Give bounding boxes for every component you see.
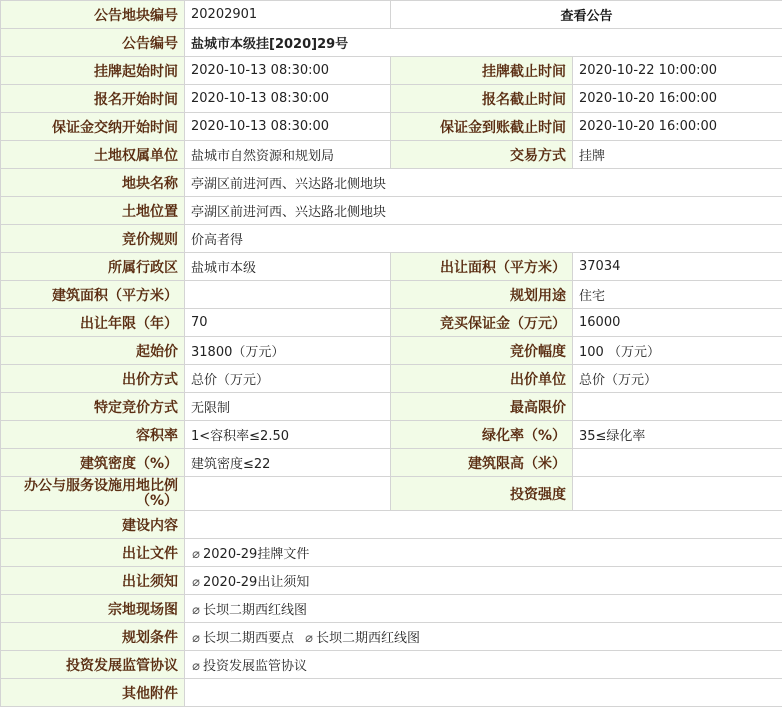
row-bid-rule	[1, 225, 782, 253]
signup-end-label: 报名截止时间	[391, 85, 573, 113]
other-attachments-value	[185, 679, 782, 707]
transfer-area-value: 37034	[573, 253, 782, 281]
office-ratio-value	[185, 477, 391, 511]
bid-mode-label: 出价方式	[1, 365, 185, 393]
bid-unit-label: 出价单位	[391, 365, 573, 393]
district-value: 盐城市本级	[185, 253, 391, 281]
attachment-name: 长坝二期西红线图	[203, 603, 308, 618]
notice-plot-no-label: 公告地块编号	[1, 1, 185, 29]
planned-use-label: 规划用途	[391, 281, 573, 309]
row-district	[1, 253, 782, 281]
transfer-notice-label: 出让须知	[1, 567, 185, 595]
site-map-value	[185, 595, 782, 623]
signup-start-label: 报名开始时间	[1, 85, 185, 113]
paperclip-icon: ⌀	[192, 575, 200, 590]
attachment-link[interactable]	[191, 603, 307, 618]
deposit-start-value: 2020-10-13 08:30:00	[185, 113, 391, 141]
green-ratio-label: 绿化率（%）	[391, 421, 573, 449]
bid-deposit-label: 竞买保证金（万元）	[391, 309, 573, 337]
bid-unit-value: 总价（万元）	[573, 365, 782, 393]
height-limit-label: 建筑限高（米）	[391, 449, 573, 477]
listing-start-value: 2020-10-13 08:30:00	[185, 57, 391, 85]
view-notice-link[interactable]: 查看公告	[560, 9, 613, 24]
transfer-file-label: 出让文件	[1, 539, 185, 567]
attachment-name: 2020-29挂牌文件	[203, 547, 310, 562]
notice-no-value: 盐城市本级挂[2020]29号	[185, 29, 782, 57]
paperclip-icon: ⌀	[192, 659, 200, 674]
row-listing-time	[1, 57, 782, 85]
listing-start-label: 挂牌起始时间	[1, 57, 185, 85]
other-attachments-label: 其他附件	[1, 679, 185, 707]
bid-step-value: 100 （万元）	[573, 337, 782, 365]
attachment-name: 长坝二期西红线图	[316, 631, 421, 646]
bid-mode-value: 总价（万元）	[185, 365, 391, 393]
row-plot-name	[1, 169, 782, 197]
trade-mode-value: 挂牌	[573, 141, 782, 169]
trade-mode-label: 交易方式	[391, 141, 573, 169]
investment-intensity-value	[573, 477, 782, 511]
row-notice-plot-no	[1, 1, 782, 29]
row-investment-agreement	[1, 651, 782, 679]
paperclip-icon: ⌀	[192, 603, 200, 618]
row-other-attachments	[1, 679, 782, 707]
notice-no-label: 公告编号	[1, 29, 185, 57]
attachment-link[interactable]	[191, 575, 309, 590]
land-location-value: 亭湖区前进河西、兴达路北侧地块	[185, 197, 782, 225]
investment-agreement-value	[185, 651, 782, 679]
row-notice-no	[1, 29, 782, 57]
row-special-bid	[1, 393, 782, 421]
row-construction-content	[1, 511, 782, 539]
attachment-link[interactable]	[191, 547, 309, 562]
construction-content-label: 建设内容	[1, 511, 185, 539]
office-ratio-label: 办公与服务设施用地比例（%）	[1, 477, 185, 511]
planned-use-value: 住宅	[573, 281, 782, 309]
investment-agreement-label: 投资发展监管协议	[1, 651, 185, 679]
planning-conditions-value	[185, 623, 782, 651]
row-land-location	[1, 197, 782, 225]
paperclip-icon: ⌀	[192, 547, 200, 562]
signup-end-value: 2020-10-20 16:00:00	[573, 85, 782, 113]
building-area-value	[185, 281, 391, 309]
building-density-label: 建筑密度（%）	[1, 449, 185, 477]
owner-unit-label: 土地权属单位	[1, 141, 185, 169]
deposit-end-label: 保证金到账截止时间	[391, 113, 573, 141]
max-price-label: 最高限价	[391, 393, 573, 421]
row-deposit-time	[1, 113, 782, 141]
bid-rule-value: 价高者得	[185, 225, 782, 253]
bid-deposit-value: 16000	[573, 309, 782, 337]
row-building-density	[1, 449, 782, 477]
building-density-value: 建筑密度≤22	[185, 449, 391, 477]
deposit-start-label: 保证金交纳开始时间	[1, 113, 185, 141]
attachment-link[interactable]	[304, 631, 420, 646]
bid-rule-label: 竞价规则	[1, 225, 185, 253]
row-office-ratio	[1, 477, 782, 511]
land-location-label: 土地位置	[1, 197, 185, 225]
plot-ratio-value: 1<容积率≤2.50	[185, 421, 391, 449]
attachment-link[interactable]	[191, 631, 294, 646]
paperclip-icon: ⌀	[305, 631, 313, 646]
district-label: 所属行政区	[1, 253, 185, 281]
row-owner-unit	[1, 141, 782, 169]
attachment-name: 投资发展监管协议	[203, 659, 308, 674]
attachment-name: 长坝二期西要点	[203, 631, 295, 646]
row-signup-time	[1, 85, 782, 113]
transfer-file-value	[185, 539, 782, 567]
row-start-price	[1, 337, 782, 365]
bid-step-label: 竞价幅度	[391, 337, 573, 365]
transfer-years-value: 70	[185, 309, 391, 337]
row-transfer-file	[1, 539, 782, 567]
transfer-notice-value	[185, 567, 782, 595]
start-price-label: 起始价	[1, 337, 185, 365]
attachment-link[interactable]	[191, 659, 307, 674]
signup-start-value: 2020-10-13 08:30:00	[185, 85, 391, 113]
start-price-value: 31800（万元）	[185, 337, 391, 365]
plot-name-value: 亭湖区前进河西、兴达路北侧地块	[185, 169, 782, 197]
special-bid-value: 无限制	[185, 393, 391, 421]
plot-name-label: 地块名称	[1, 169, 185, 197]
green-ratio-value: 35≤绿化率	[573, 421, 782, 449]
notice-plot-no-value: 20202901	[185, 1, 391, 29]
row-transfer-notice	[1, 567, 782, 595]
view-notice-cell	[391, 1, 782, 29]
row-plot-ratio	[1, 421, 782, 449]
planning-conditions-label: 规划条件	[1, 623, 185, 651]
listing-end-label: 挂牌截止时间	[391, 57, 573, 85]
transfer-area-label: 出让面积（平方米）	[391, 253, 573, 281]
listing-end-value: 2020-10-22 10:00:00	[573, 57, 782, 85]
special-bid-label: 特定竞价方式	[1, 393, 185, 421]
construction-content-value	[185, 511, 782, 539]
height-limit-value	[573, 449, 782, 477]
paperclip-icon: ⌀	[192, 631, 200, 646]
owner-unit-value: 盐城市自然资源和规划局	[185, 141, 391, 169]
plot-ratio-label: 容积率	[1, 421, 185, 449]
building-area-label: 建筑面积（平方米）	[1, 281, 185, 309]
attachment-name: 2020-29出让须知	[203, 575, 310, 590]
row-building-area	[1, 281, 782, 309]
max-price-value	[573, 393, 782, 421]
row-bid-mode	[1, 365, 782, 393]
row-site-map	[1, 595, 782, 623]
site-map-label: 宗地现场图	[1, 595, 185, 623]
row-planning-conditions	[1, 623, 782, 651]
deposit-end-value: 2020-10-20 16:00:00	[573, 113, 782, 141]
transfer-years-label: 出让年限（年）	[1, 309, 185, 337]
investment-intensity-label: 投资强度	[391, 477, 573, 511]
row-transfer-years	[1, 309, 782, 337]
